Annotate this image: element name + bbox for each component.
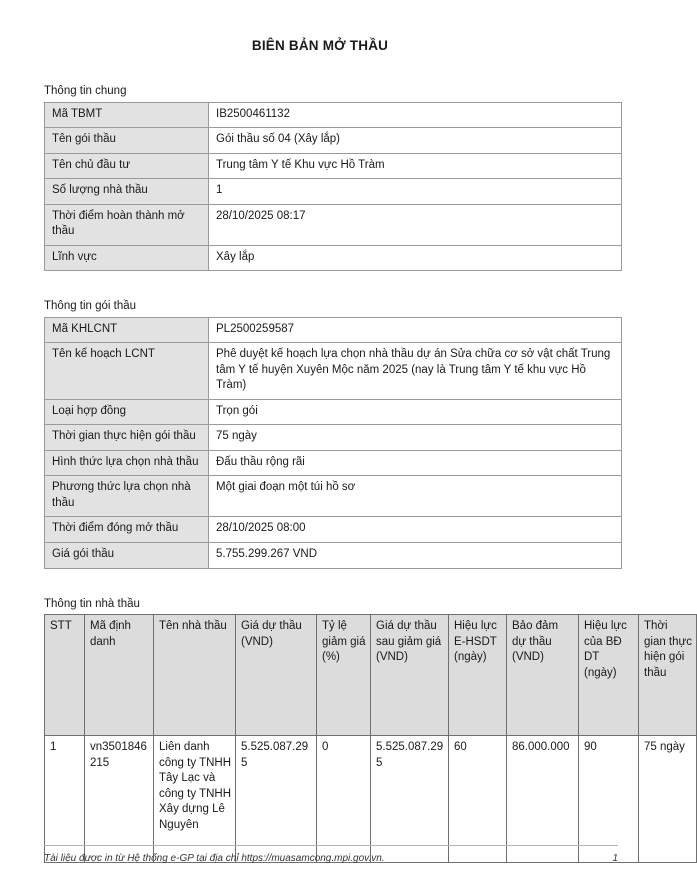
general-info-table xyxy=(44,102,622,272)
footer-source-text: Tài liệu được in từ Hệ thống e-GP tại địa chỉ https://muasamcong.mpi.gov.vn. xyxy=(44,853,385,864)
cell-bid-price-after-discount: 5.525.087.295 xyxy=(371,736,449,863)
section-heading-bidder-info: Thông tin nhà thầu xyxy=(44,597,140,610)
row-value: 1 xyxy=(209,179,622,205)
section-general-info xyxy=(0,84,640,271)
row-value: Gói thầu số 04 (Xây lắp) xyxy=(209,128,622,154)
cell-bid-price: 5.525.087.295 xyxy=(236,736,317,863)
column-header-identifier: Mã định danh xyxy=(85,615,154,736)
column-header-bid-price: Giá dự thầu (VND) xyxy=(236,615,317,736)
table-row xyxy=(45,317,622,343)
table-row xyxy=(45,245,622,271)
row-label: Tên chủ đầu tư xyxy=(45,153,209,179)
row-value: 28/10/2025 08:00 xyxy=(209,517,622,543)
row-label: Thời gian thực hiện gói thầu xyxy=(45,425,209,451)
cell-discount-rate: 0 xyxy=(317,736,371,863)
row-label: Lĩnh vực xyxy=(45,245,209,271)
section-bidder-info xyxy=(0,597,692,864)
row-label: Số lượng nhà thầu xyxy=(45,179,209,205)
cell-execution-time: 75 ngày xyxy=(639,736,697,863)
page-footer xyxy=(44,845,618,864)
row-value: IB2500461132 xyxy=(209,102,622,128)
page-title: BIÊN BẢN MỞ THẦU xyxy=(251,38,389,53)
row-label: Thời điểm hoàn thành mở thầu xyxy=(45,204,209,245)
table-row xyxy=(45,343,622,400)
column-header-bid-price-after-discount: Giá dự thầu sau giảm giá (VND) xyxy=(371,615,449,736)
table-row xyxy=(45,517,622,543)
table-row xyxy=(45,399,622,425)
row-label: Mã KHLCNT xyxy=(45,317,209,343)
column-header-bid-security-validity: Hiệu lực của BĐ DT (ngày) xyxy=(579,615,639,736)
section-heading-general-info: Thông tin chung xyxy=(44,85,127,98)
cell-stt: 1 xyxy=(45,736,85,863)
bidder-info-table xyxy=(44,614,697,863)
column-header-execution-time: Thời gian thực hiện gói thầu xyxy=(639,615,697,736)
section-heading-package-info: Thông tin gói thầu xyxy=(44,300,137,313)
row-label: Loại hợp đồng xyxy=(45,399,209,425)
cell-bid-security: 86.000.000 xyxy=(507,736,579,863)
table-row xyxy=(45,476,622,517)
row-value: 28/10/2025 08:17 xyxy=(209,204,622,245)
row-value: 75 ngày xyxy=(209,425,622,451)
table-row xyxy=(45,425,622,451)
table-row xyxy=(45,179,622,205)
table-row xyxy=(45,153,622,179)
row-label: Hình thức lựa chọn nhà thầu xyxy=(45,450,209,476)
column-header-bid-security: Bảo đảm dự thầu (VND) xyxy=(507,615,579,736)
table-row xyxy=(45,102,622,128)
footer-page-number: 1 xyxy=(612,853,618,864)
cell-ehsdt-validity: 60 xyxy=(449,736,507,863)
table-row xyxy=(45,128,622,154)
row-label: Mã TBMT xyxy=(45,102,209,128)
table-row xyxy=(45,204,622,245)
row-value: Phê duyệt kế hoạch lựa chọn nhà thầu dự án Sửa chữa cơ sở vật chất Trung tâm Y tế huyện Xuyên Mộc năm 2025 (nay là Trung tâm Y tế khu vực Hồ Tràm) xyxy=(209,343,622,400)
table-header-row xyxy=(45,615,697,736)
row-value: Trọn gói xyxy=(209,399,622,425)
column-header-ehsdt-validity: Hiệu lực E-HSDT (ngày) xyxy=(449,615,507,736)
row-label: Thời điểm đóng mở thầu xyxy=(45,517,209,543)
table-row xyxy=(45,736,697,863)
section-package-info xyxy=(0,299,640,568)
table-row xyxy=(45,542,622,568)
cell-identifier: vn3501846215 xyxy=(85,736,154,863)
package-info-table xyxy=(44,317,622,569)
row-label: Phương thức lựa chọn nhà thầu xyxy=(45,476,209,517)
row-label: Tên gói thầu xyxy=(45,128,209,154)
row-value: Xây lắp xyxy=(209,245,622,271)
row-value: PL2500259587 xyxy=(209,317,622,343)
row-value: Trung tâm Y tế Khu vực Hồ Tràm xyxy=(209,153,622,179)
column-header-bidder-name: Tên nhà thầu xyxy=(154,615,236,736)
row-value: 5.755.299.267 VND xyxy=(209,542,622,568)
table-row xyxy=(45,450,622,476)
row-label: Giá gói thầu xyxy=(45,542,209,568)
row-label: Tên kế hoạch LCNT xyxy=(45,343,209,400)
cell-bid-security-validity: 90 xyxy=(579,736,639,863)
cell-bidder-name: Liên danh công ty TNHH Tây Lạc và công ty TNHH Xây dựng Lê Nguyên xyxy=(154,736,236,863)
column-header-discount-rate: Tỷ lệ giảm giá (%) xyxy=(317,615,371,736)
column-header-stt: STT xyxy=(45,615,85,736)
row-value: Một giai đoạn một túi hồ sơ xyxy=(209,476,622,517)
row-value: Đấu thầu rộng rãi xyxy=(209,450,622,476)
